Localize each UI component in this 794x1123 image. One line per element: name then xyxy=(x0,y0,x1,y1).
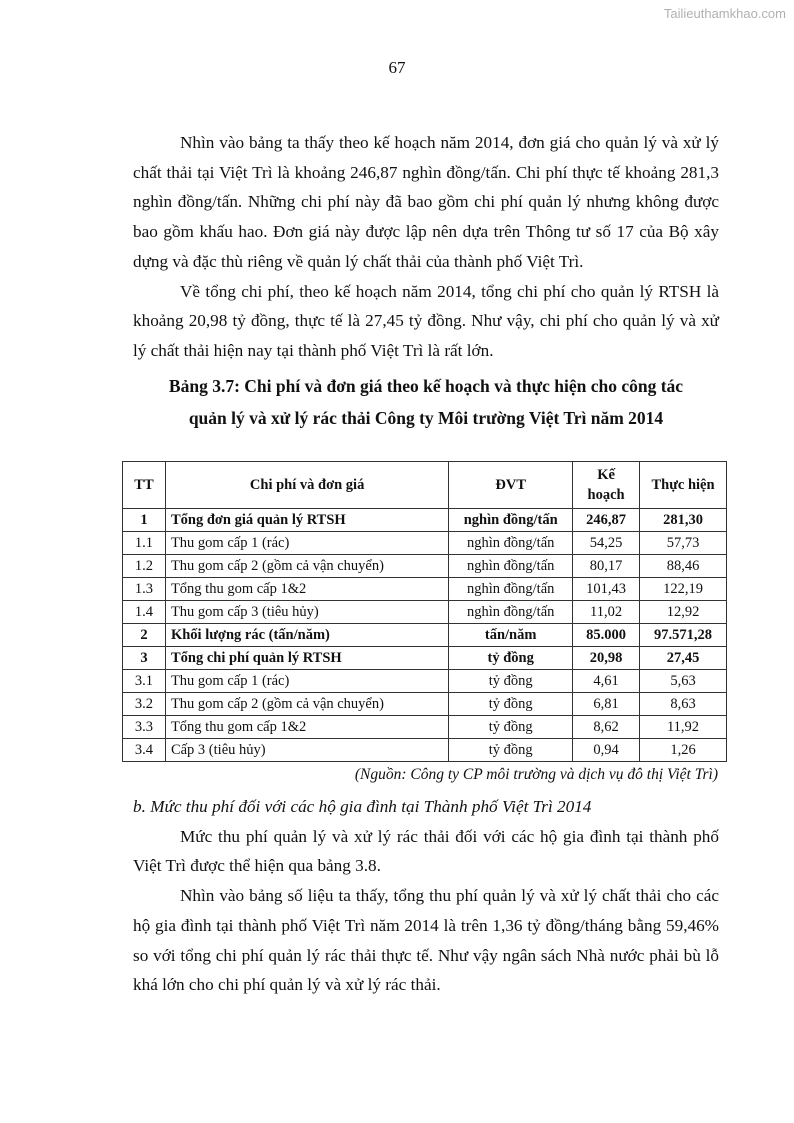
cell-item: Khối lượng rác (tấn/năm) xyxy=(165,624,448,647)
cell-tt: 3.1 xyxy=(123,670,166,693)
table-row xyxy=(123,532,727,555)
cell-unit: nghìn đồng/tấn xyxy=(449,578,573,601)
cost-table xyxy=(122,461,727,762)
cell-item: Thu gom cấp 1 (rác) xyxy=(165,532,448,555)
cell-plan: 8,62 xyxy=(573,716,640,739)
table-caption-line: Bảng 3.7: Chi phí và đơn giá theo kế hoạch và thực hiện cho công tác xyxy=(168,375,684,396)
table-row xyxy=(123,739,727,762)
cell-tt: 2 xyxy=(123,624,166,647)
cell-item: Thu gom cấp 1 (rác) xyxy=(165,670,448,693)
cost-table-container xyxy=(122,461,727,762)
cell-unit: nghìn đồng/tấn xyxy=(449,555,573,578)
paragraph: Mức thu phí quản lý và xử lý rác thải đối với các hộ gia đình tại thành phố Việt Trì được thể hiện qua bảng 3.8. xyxy=(133,826,719,876)
paragraph: Về tổng chi phí, theo kế hoạch năm 2014, tổng chi phí cho quản lý RTSH là khoảng 20,98 tỷ đồng, thực tế là 27,45 tỷ đồng. Như vậy, chi phí cho quản lý và xử lý chất thải hiện nay tại thành phố Việt Trì là rất lớn. xyxy=(133,281,719,360)
cell-tt: 1.3 xyxy=(123,578,166,601)
cell-plan: 85.000 xyxy=(573,624,640,647)
cell-plan: 80,17 xyxy=(573,555,640,578)
cell-actual: 122,19 xyxy=(640,578,727,601)
table-row xyxy=(123,670,727,693)
header-tt: TT xyxy=(123,462,166,509)
header-plan xyxy=(573,462,640,509)
cell-tt: 3 xyxy=(123,647,166,670)
cell-unit: tỷ đồng xyxy=(449,693,573,716)
table-row xyxy=(123,624,727,647)
table-row xyxy=(123,693,727,716)
cell-unit: tỷ đồng xyxy=(449,647,573,670)
cell-actual: 97.571,28 xyxy=(640,624,727,647)
cell-unit: tỷ đồng xyxy=(449,739,573,762)
cell-item: Thu gom cấp 3 (tiêu hủy) xyxy=(165,601,448,624)
cell-item: Cấp 3 (tiêu hủy) xyxy=(165,739,448,762)
table-caption-line: quản lý và xử lý rác thải Công ty Môi trường Việt Trì năm 2014 xyxy=(188,407,664,428)
cell-plan: 54,25 xyxy=(573,532,640,555)
table-row xyxy=(123,647,727,670)
cell-item: Tổng thu gom cấp 1&2 xyxy=(165,716,448,739)
header-plan-line: hoạch xyxy=(587,487,625,503)
cell-actual: 8,63 xyxy=(640,693,727,716)
table-row xyxy=(123,555,727,578)
cell-item: Thu gom cấp 2 (gồm cả vận chuyển) xyxy=(165,555,448,578)
cell-tt: 3.2 xyxy=(123,693,166,716)
cell-plan: 20,98 xyxy=(573,647,640,670)
cell-unit: nghìn đồng/tấn xyxy=(449,601,573,624)
table-row xyxy=(123,716,727,739)
table-caption xyxy=(133,370,719,434)
cell-item: Tổng chi phí quản lý RTSH xyxy=(165,647,448,670)
cell-actual: 12,92 xyxy=(640,601,727,624)
cell-tt: 1 xyxy=(123,509,166,532)
table-row xyxy=(123,578,727,601)
cell-actual: 11,92 xyxy=(640,716,727,739)
cell-actual: 57,73 xyxy=(640,532,727,555)
cell-plan: 6,81 xyxy=(573,693,640,716)
source-note: (Nguồn: Công ty CP môi trường và dịch vụ đô thị Việt Trì) xyxy=(354,766,718,783)
table-header-row xyxy=(123,462,727,509)
table-row xyxy=(123,601,727,624)
header-actual: Thực hiện xyxy=(640,462,727,509)
cell-actual: 1,26 xyxy=(640,739,727,762)
cell-plan: 246,87 xyxy=(573,509,640,532)
cell-plan: 4,61 xyxy=(573,670,640,693)
cell-tt: 1.1 xyxy=(123,532,166,555)
table-row xyxy=(123,509,727,532)
cell-tt: 3.3 xyxy=(123,716,166,739)
section-subheading: b. Mức thu phí đối với các hộ gia đình tại Thành phố Việt Trì 2014 xyxy=(133,797,592,816)
cell-item: Tổng đơn giá quản lý RTSH xyxy=(165,509,448,532)
watermark: Tailieuthamkhao.com xyxy=(663,6,786,21)
cell-item: Tổng thu gom cấp 1&2 xyxy=(165,578,448,601)
body-text-bottom xyxy=(133,792,719,1000)
table-body xyxy=(123,509,727,762)
header-item: Chi phí và đơn giá xyxy=(165,462,448,509)
cell-tt: 1.2 xyxy=(123,555,166,578)
header-plan-line: Kế xyxy=(597,467,615,483)
cell-unit: tỷ đồng xyxy=(449,716,573,739)
body-text-top xyxy=(133,128,719,434)
cell-actual: 281,30 xyxy=(640,509,727,532)
cell-actual: 88,46 xyxy=(640,555,727,578)
cell-unit: nghìn đồng/tấn xyxy=(449,509,573,532)
header-unit: ĐVT xyxy=(449,462,573,509)
cell-actual: 5,63 xyxy=(640,670,727,693)
paragraph: Nhìn vào bảng ta thấy theo kế hoạch năm 2014, đơn giá cho quản lý và xử lý chất thải tại Việt Trì là khoảng 246,87 nghìn đồng/tấn. Chi phí thực tế khoảng 281,3 nghìn đồng/tấn. Những chi phí này đã bao gồm chi phí quản lý nhưng không được bao gồm khấu hao. Đơn giá này được lập nên dựa trên Thông tư số 17 của Bộ xây dựng và đặc thù riêng về quản lý chất thải của thành phố Việt Trì. xyxy=(133,133,719,271)
cell-unit: tấn/năm xyxy=(449,624,573,647)
cell-plan: 0,94 xyxy=(573,739,640,762)
cell-item: Thu gom cấp 2 (gồm cả vận chuyển) xyxy=(165,693,448,716)
paragraph: Nhìn vào bảng số liệu ta thấy, tổng thu phí quản lý và xử lý chất thải cho các hộ gia đình tại thành phố Việt Trì năm 2014 là trên 1,36 tỷ đồng/tháng bằng 59,46% so với tổng chi phí quản lý rác thải thực tế. Như vậy ngân sách Nhà nước phải bù lỗ khá lớn cho chi phí quản lý và xử lý rác thải. xyxy=(133,886,719,995)
cell-plan: 11,02 xyxy=(573,601,640,624)
cell-unit: tỷ đồng xyxy=(449,670,573,693)
cell-actual: 27,45 xyxy=(640,647,727,670)
cell-tt: 3.4 xyxy=(123,739,166,762)
cell-plan: 101,43 xyxy=(573,578,640,601)
cell-tt: 1.4 xyxy=(123,601,166,624)
cell-unit: nghìn đồng/tấn xyxy=(449,532,573,555)
page-number: 67 xyxy=(388,58,406,77)
